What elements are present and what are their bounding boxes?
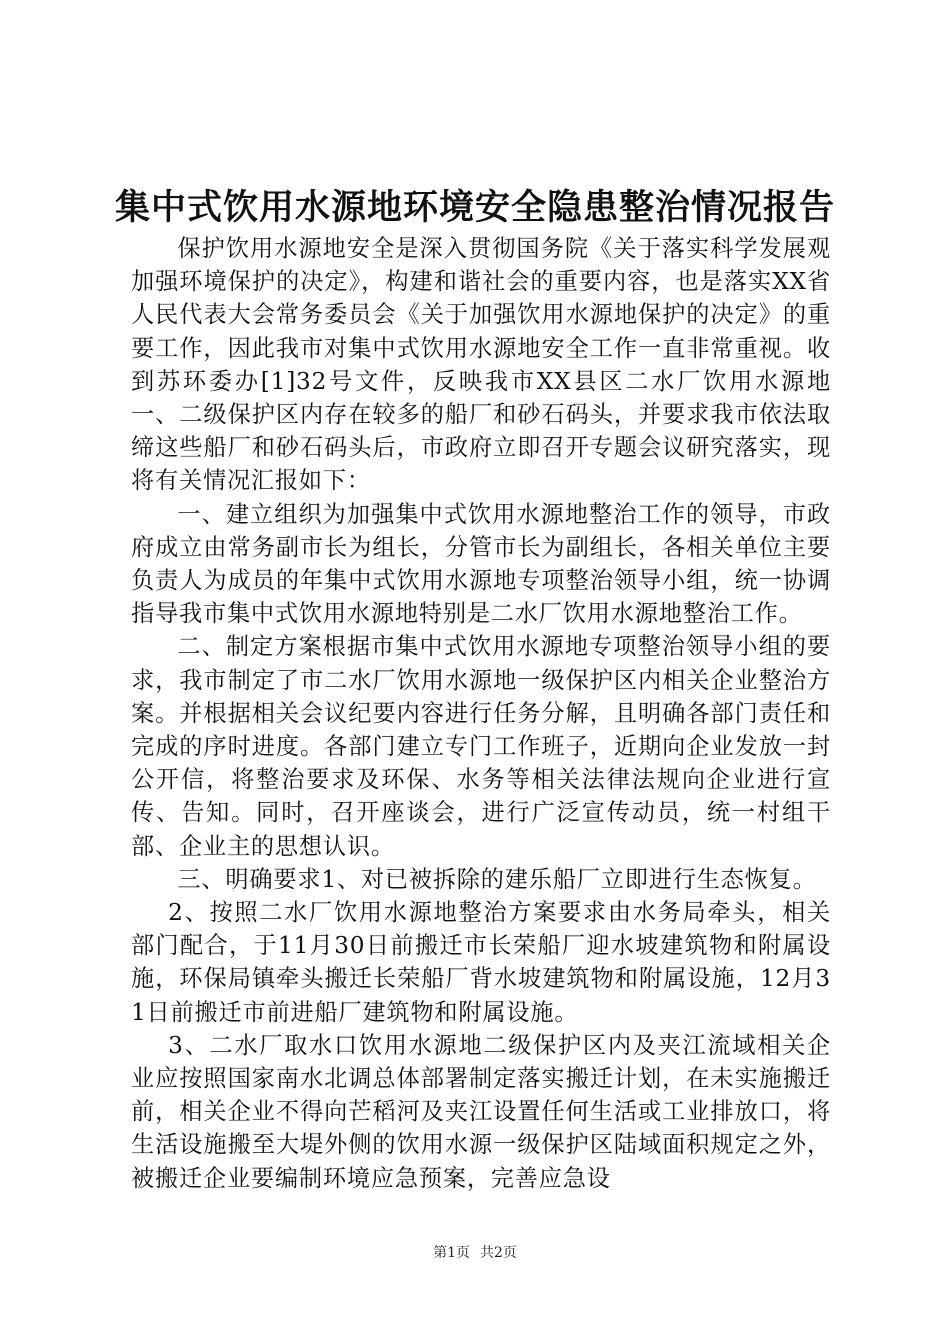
paragraph-section-1: 一、建立组织为加强集中式饮用水源地整治工作的领导，市政府成立由常务副市长为组长，分管市长为副组长，各相关单位主要负责人为成员的年集中式饮用水源地专项整治领导小组，统一协调指导我市集中式饮用水源地特别是二水厂饮用水源地整治工作。 bbox=[131, 500, 831, 628]
page-footer bbox=[0, 1243, 950, 1263]
page-number-current: 第1页 bbox=[433, 1245, 470, 1261]
paragraph-item-2: 2、按照二水厂饮用水源地整治方案要求由水务局牵头，相关部门配合，于11月30日前搬迁市长荣船厂迎水坡建筑物和附属设施，环保局镇牵头搬迁长荣船厂背水坡建筑物和附属设施，12月31日前搬迁市前进船厂建筑物和附属设施。 bbox=[131, 899, 831, 1026]
paragraph-section-3: 三、明确要求1、对已被拆除的建乐船厂立即进行生态恢复。 bbox=[177, 865, 817, 893]
paragraph-item-3: 3、二水厂取水口饮用水源地二级保护区内及夹江流域相关企业应按照国家南水北调总体部署制定落实搬迁计划，在未实施搬迁前，相关企业不得向芒稻河及夹江设置任何生活或工业排放口，将生活设施搬至大堤外侧的饮用水源一级保护区陆域面积规定之外，被搬迁企业要编制环境应急预案，完善应急设 bbox=[131, 1031, 831, 1192]
page-number-total: 共2页 bbox=[480, 1245, 517, 1261]
paragraph-intro: 保护饮用水源地安全是深入贯彻国务院《关于落实科学发展观加强环境保护的决定》，构建和谐社会的重要内容，也是落实XX省人民代表大会常务委员会《关于加强饮用水源地保护的决定》的重要工作，因此我市对集中式饮用水源地安全工作一直非常重视。收到苏环委办[1]32号文件，反映我市XX县区二水厂饮用水源地一、二级保护区内存在较多的船厂和砂石码头，并要求我市依法取缔这些船厂和砂石码头后，市政府立即召开专题会议研究落实，现将有关情况汇报如下： bbox=[131, 235, 831, 495]
document-body bbox=[131, 232, 831, 1195]
paragraph-section-2: 二、制定方案根据市集中式饮用水源地专项整治领导小组的要求，我市制定了市二水厂饮用水源地一级保护区内相关企业整治方案。并根据相关会议纪要内容进行任务分解，且明确各部门责任和完成的序时进度。各部门建立专门工作班子，近期向企业发放一封公开信，将整治要求及环保、水务等相关法律法规向企业进行宣传、告知。同时，召开座谈会，进行广泛宣传动员，统一村组干部、企业主的思想认识。 bbox=[131, 633, 831, 860]
document-title: 集中式饮用水源地环境安全隐患整治情况报告 bbox=[114, 188, 835, 228]
